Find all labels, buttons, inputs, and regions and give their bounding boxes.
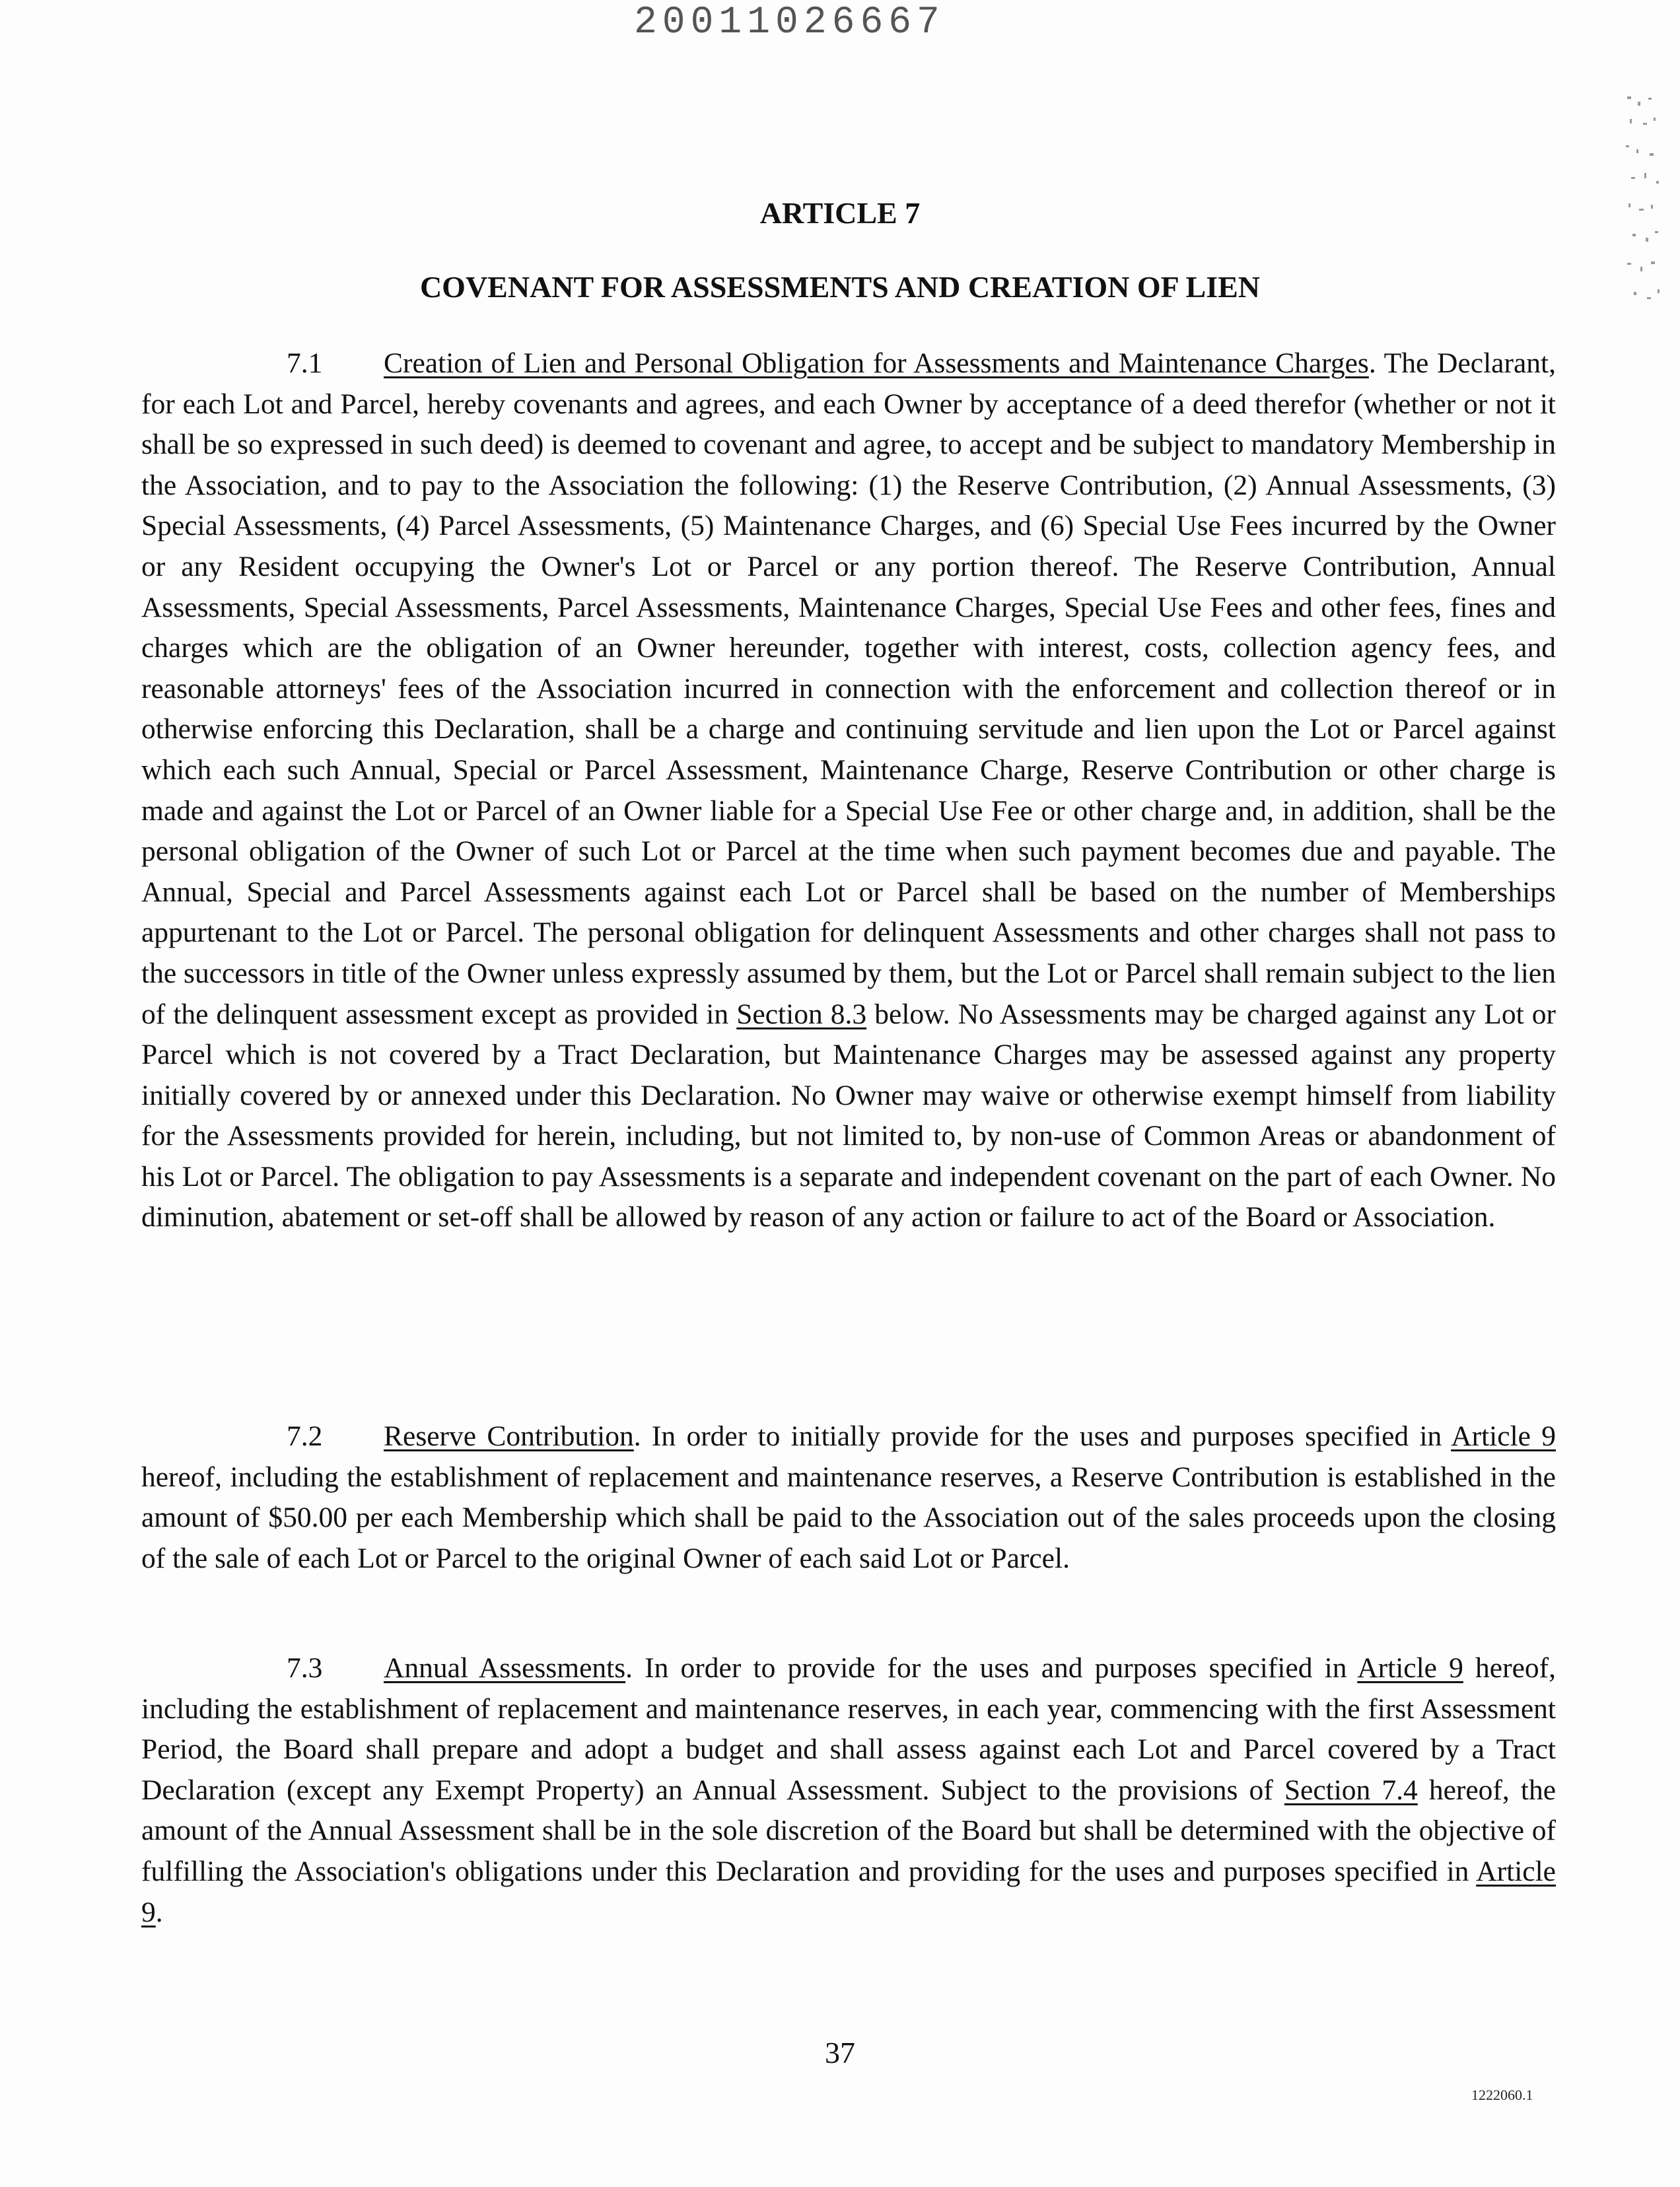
document-id: 1222060.1 bbox=[1471, 2087, 1533, 2103]
section-text: . bbox=[155, 1896, 163, 1928]
section-heading: Annual Assessments bbox=[384, 1652, 626, 1684]
section-text: hereof, the amount of the Annual Assessment shall be in the sole discretion of the Board but shall be determined with the objective of fulfilling the Association's obligations under this Declaration and providing for the uses and purposes specified in bbox=[141, 1774, 1557, 1887]
article-subtitle: COVENANT FOR ASSESSMENTS AND CREATION OF LIEN bbox=[419, 270, 1261, 304]
cross-reference-article-9: Article 9 bbox=[1451, 1420, 1557, 1452]
section-7-2-paragraph bbox=[141, 1416, 1556, 1579]
cross-reference-section-7-4: Section 7.4 bbox=[1284, 1774, 1418, 1806]
section-text: hereof, including the establishment of replacement and maintenance reserves, a Reserve Contribution is established in the amount of $50.00 per each Membership which shall be paid to the Association out of the sales proceeds upon the closing of the sale of each Lot or Parcel to the original Owner of each said Lot or Parcel. bbox=[141, 1461, 1556, 1574]
section-number: 7.2 bbox=[287, 1420, 323, 1452]
section-number: 7.1 bbox=[287, 347, 323, 379]
section-7-3-paragraph bbox=[141, 1648, 1556, 1933]
section-7-1-paragraph bbox=[141, 343, 1556, 1238]
section-text: . The Declarant, for each Lot and Parcel, hereby covenants and agrees, and each Owner by acceptance of a deed therefor (whether or not it shall be so expressed in such deed) is deemed to covenant and agree, to accept and be subject to mandatory Membership in the Association, and to pay to the Association the following: (1) the Reserve Contribution, (2) Annual Assessments, (3) Special Assessments, (4) Parcel Assessments, (5) Maintenance Charges, and (6) Special Use Fees incurred by the Owner or any Resident occupying the Owner's Lot or Parcel or any portion thereof. The Reserve Contribution, Annual Assessments, Special Assessments, Parcel Assessments, Maintenance Charges, Special Use Fees and other fees, fines and charges which are the obligation of an Owner hereunder, together with interest, costs, collection agency fees, and reasonable attorneys' fees of the Association incurred in connection with the enforcement and collection thereof or in otherwise enforcing this Declaration, shall be a charge and continuing servitude and lien upon the Lot or Parcel against which each such Annual, Special or Parcel Assessment, Maintenance Charge, Reserve Contribution or other charge is made and against the Lot or Parcel of an Owner liable for a Special Use Fee or other charge and, in addition, shall be the personal obligation of the Owner of such Lot or Parcel at the time when such payment becomes due and payable. The Annual, Special and Parcel Assessments against each Lot or Parcel shall be based on the number of Memberships appurtenant to the Lot or Parcel. The personal obligation for delinquent Assessments and other charges shall not pass to the successors in title of the Owner unless expressly assumed by them, but the Lot or Parcel shall remain subject to the lien of the delinquent assessment except as provided in bbox=[141, 347, 1556, 1030]
cross-reference-section-8-3: Section 8.3 bbox=[736, 998, 867, 1030]
cross-reference-article-9: Article 9 bbox=[141, 1855, 1556, 1928]
section-7-2 bbox=[141, 1416, 1556, 1579]
section-text: hereof, including the establishment of replacement and maintenance reserves, in each year, commencing with the first Assessment Period, the Board shall prepare and adopt a budget and shall assess against each Lot and Parcel covered by a Tract Declaration (except any Exempt Property) an Annual Assessment. Subject to the provisions of bbox=[141, 1652, 1556, 1806]
section-7-1 bbox=[141, 343, 1556, 1238]
section-text: below. No Assessments may be charged against any Lot or Parcel which is not covered by a Tract Declaration, but Maintenance Charges may be assessed against any property initially covered by or annexed under this Declaration. No Owner may waive or otherwise exempt himself from liability for the Assessments provided for herein, including, but not limited to, by non-use of Common Areas or abandonment of his Lot or Parcel. The obligation to pay Assessments is a separate and independent covenant on the part of each Owner. No diminution, abatement or set-off shall be allowed by reason of any action or failure to act of the Board or Association. bbox=[141, 998, 1556, 1233]
recording-number: 20011026667 bbox=[634, 1, 945, 44]
section-heading: Reserve Contribution bbox=[384, 1420, 634, 1452]
article-title: ARTICLE 7 bbox=[759, 196, 921, 230]
cross-reference-article-9: Article 9 bbox=[1357, 1652, 1463, 1684]
section-text: . In order to initially provide for the uses and purposes specified in bbox=[633, 1420, 1452, 1452]
section-7-3 bbox=[141, 1648, 1556, 1933]
section-text: . In order to provide for the uses and purposes specified in bbox=[625, 1652, 1358, 1684]
section-number: 7.3 bbox=[287, 1652, 323, 1684]
section-heading: Creation of Lien and Personal Obligation for Assessments and Maintenance Charges bbox=[384, 347, 1369, 379]
page-number: 37 bbox=[825, 2036, 855, 2069]
